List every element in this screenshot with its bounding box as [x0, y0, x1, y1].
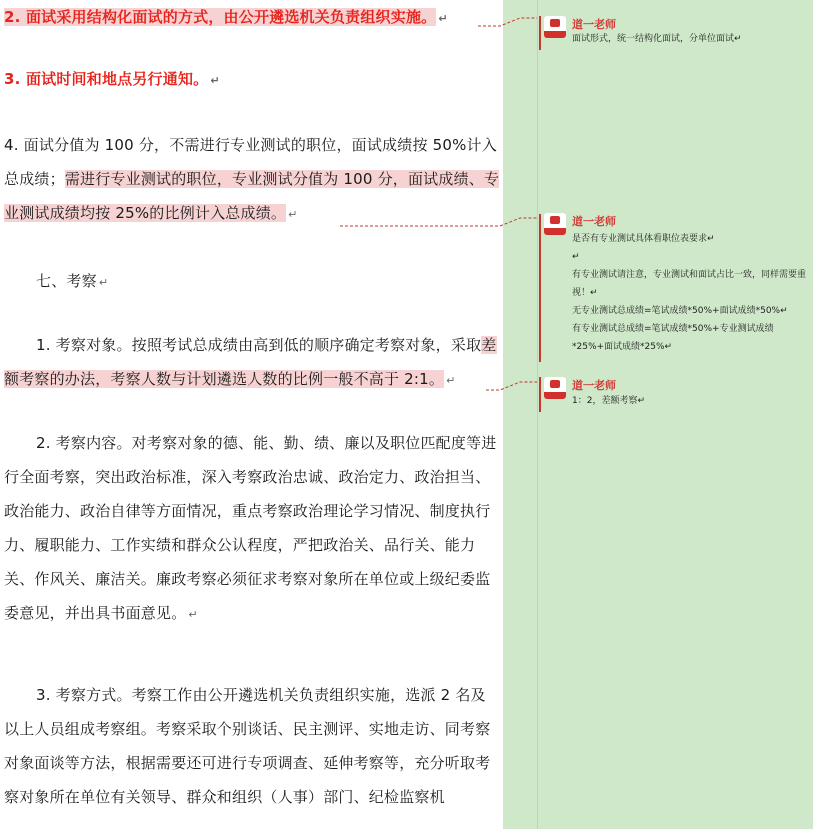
paragraph-mark: ↵ [210, 74, 220, 87]
connector-line-3 [486, 382, 537, 390]
comment-author: 道一老师 [572, 215, 616, 228]
paragraph-text: 1. 考察对象。按照考试总成绩由高到低的顺序确定考察对象，采取 [36, 336, 482, 354]
paragraph-mark: ↵ [98, 276, 109, 289]
heading-text: 七、考察 [36, 272, 97, 290]
highlighted-text: 需进行专业测试的职位，专业测试分值为 100 分，面试成绩、专业测试成绩均按 25%的比例计入总成绩。 [4, 170, 500, 222]
highlighted-text: 2. 面试采用结构化面试的方式，由公开遴选机关负责组织实施。 [4, 8, 437, 26]
paragraph-text: 2. 考察内容。对考察对象的德、能、勤、绩、廉以及职位匹配度等进行全面考察，突出政治标准，深入考察政治忠诚、政治定力、政治担当、政治能力、政治自律等方面情况，重点考察政治理论学习情况、制度执行力、履职能力、工作实绩和群众公认程度，严把政治关、品行关、能力关、作风关、廉洁关。廉政考察必须征求考察对象所在单位或上级纪委监委意见，并出具书面意见。 [4, 434, 497, 622]
avatar [544, 377, 566, 399]
comment-line: 有专业测试请注意，专业测试和面试占比一致，同样需要重视！↵ [572, 270, 807, 298]
paragraph-mark: ↵ [438, 12, 448, 25]
comment-author: 道一老师 [572, 18, 616, 31]
comment-line: 面试形式，统一结构化面试，分单位面试↵ [572, 34, 742, 44]
comment-line: 是否有专业测试具体看职位表要求↵ [572, 234, 715, 244]
comment-line: 无专业测试总成绩=笔试成绩*50%+面试成绩*50%↵ [572, 306, 788, 316]
avatar [544, 213, 566, 235]
paragraph-mark: ↵ [446, 374, 456, 387]
connector-line-2 [340, 218, 537, 226]
comment-card-1[interactable] [537, 16, 813, 56]
paragraph-mark: ↵ [288, 208, 298, 221]
paragraph-text: 3. 考察方式。考察工作由公开遴选机关负责组织实施，选派 2 名及以上人员组成考察组。考察采取个别谈话、民主测评、实地走访、同考察对象面谈等方法，根据需要还可进行专项调查、延伸考察等，充分听取考察对象所在单位有关领导、群众和组织（人事）部门、纪检监察机 [4, 686, 491, 806]
comment-line: ↵ [572, 252, 580, 262]
paragraph-mark: ↵ [188, 608, 198, 621]
highlighted-text: 差额考察的办法，考察人数与计划遴选人数的比例一般不高于 2:1。 [4, 336, 497, 388]
comment-body [572, 30, 808, 48]
comment-line: 有专业测试总成绩=笔试成绩*50%+专业测试成绩*25%+面试成绩*25%↵ [572, 324, 774, 352]
connector-line-1 [478, 18, 537, 26]
comment-author: 道一老师 [572, 379, 616, 392]
paragraph-text: 4. 面试分值为 100 分，不需进行专业测试的职位，面试成绩按 50%计入总成绩； [4, 136, 497, 188]
comment-card-2[interactable] [537, 213, 813, 363]
comment-body [572, 392, 808, 410]
avatar [544, 16, 566, 38]
comment-line: 1：2，差额考察↵ [572, 396, 645, 406]
comment-card-3[interactable] [537, 377, 813, 417]
comment-body [572, 230, 808, 356]
paragraph-text: 3. 面试时间和地点另行通知。 [4, 70, 209, 88]
